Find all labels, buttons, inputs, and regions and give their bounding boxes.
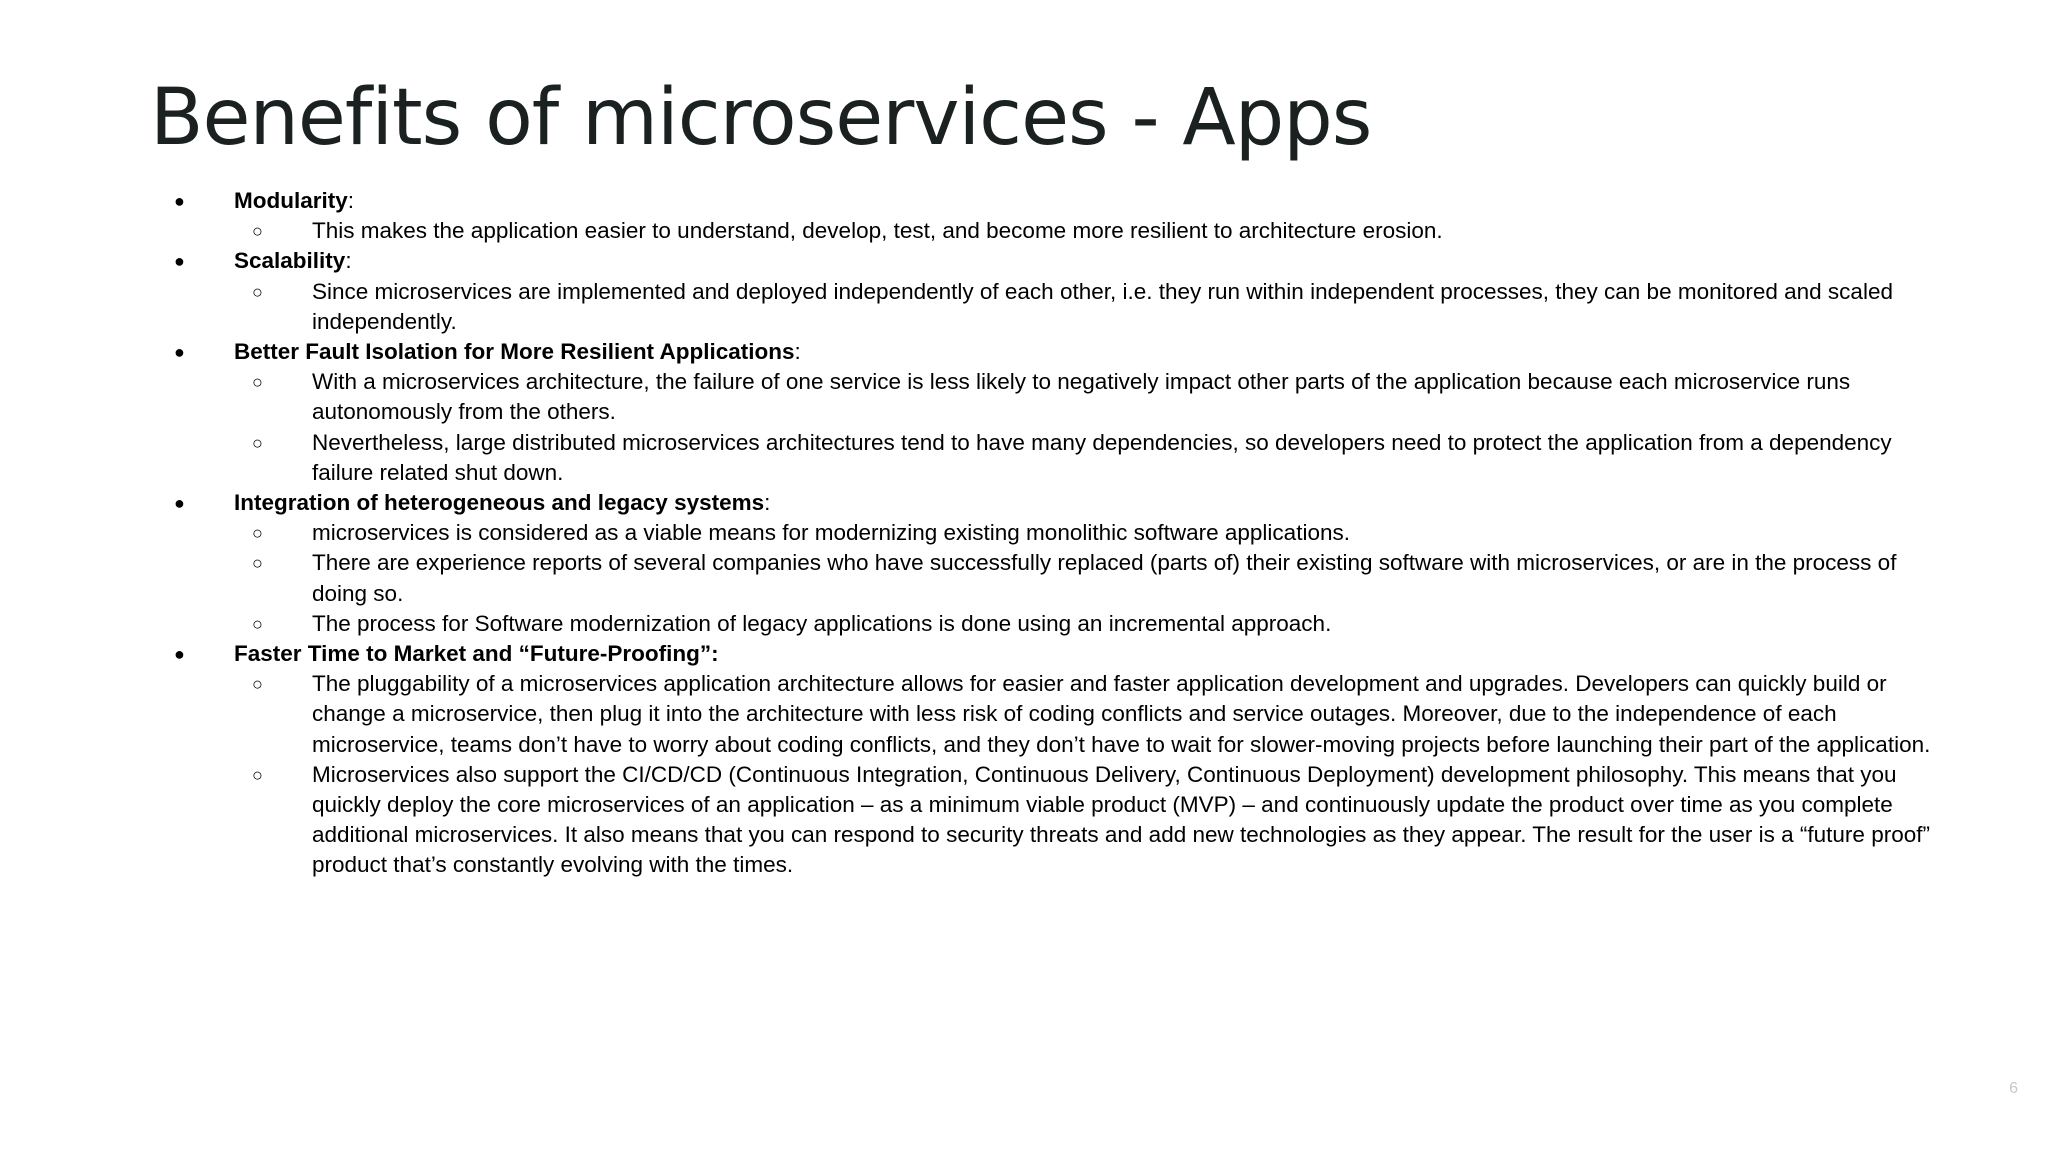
sub-bullet-item xyxy=(150,518,1940,548)
bullet-heading: Better Fault Isolation for More Resilient Applications xyxy=(234,339,795,365)
slide-title: Benefits of microservices - Apps xyxy=(150,73,1372,163)
sub-bullet-item xyxy=(150,428,1940,488)
sub-bullet-marker-icon: ○ xyxy=(252,523,263,544)
sub-bullet-text: The process for Software modernization of legacy applications is done using an incremental approach. xyxy=(312,610,1332,636)
bullet-heading-line xyxy=(234,246,1940,276)
sub-bullet-marker-icon: ○ xyxy=(252,553,263,574)
bullet-list xyxy=(150,186,1940,881)
bullet-heading: Integration of heterogeneous and legacy systems xyxy=(234,490,765,516)
sub-bullet-item xyxy=(150,277,1940,337)
bullet-marker-icon: ● xyxy=(174,493,185,514)
page-number: 6 xyxy=(2009,1080,2018,1097)
sub-bullet-text: microservices is considered as a viable means for modernizing existing monolithic software applications. xyxy=(312,520,1350,546)
bullet-heading-line xyxy=(234,639,1940,669)
sub-bullet-item xyxy=(150,609,1940,639)
bullet-heading: Faster Time to Market and “Future-Proofing”: xyxy=(234,641,719,667)
bullet-heading-suffix: : xyxy=(764,490,771,516)
sub-bullet-text: There are experience reports of several companies who have successfully replaced (parts of) their existing software with microservices, or are in the process of doing so. xyxy=(312,550,1897,606)
bullet-marker-icon: ● xyxy=(174,251,185,272)
sub-bullet-item xyxy=(150,669,1940,760)
sub-bullet-item xyxy=(150,367,1940,427)
bullet-heading-suffix: : xyxy=(794,339,801,365)
bullet-item xyxy=(150,246,1940,337)
sub-bullet-text: Microservices also support the CI/CD/CD (Continuous Integration, Continuous Delivery, Continuous Deployment) development philosophy. This means that you quickly deploy the core microservices of an application – as a minimum viable product (MVP) – and continuously update the product over time as you complete additional microservices. It also means that you can respond to security threats and add new technologies as they appear. The result for the user is a “future proof” product that’s constantly evolving with the times. xyxy=(312,761,1930,878)
sub-bullet-marker-icon: ○ xyxy=(252,613,263,634)
bullet-item xyxy=(150,488,1940,639)
bullet-marker-icon: ● xyxy=(174,644,185,665)
sub-bullet-text: Since microservices are implemented and deployed independently of each other, i.e. they run within independent processes, they can be monitored and scaled independently. xyxy=(312,278,1893,334)
sub-bullet-marker-icon: ○ xyxy=(252,221,263,242)
bullet-heading-suffix: : xyxy=(345,248,352,274)
sub-bullet-marker-icon: ○ xyxy=(252,281,263,302)
sub-bullet-text: The pluggability of a microservices application architecture allows for easier and faster application development and upgrades. Developers can quickly build or change a microservice, then plug it into the architecture with less risk of coding conflicts and service outages. Moreover, due to the independence of each microservice, teams don’t have to worry about coding conflicts, and they don’t have to wait for slower-moving projects before launching their part of the application. xyxy=(312,671,1931,757)
sub-bullet-item xyxy=(150,548,1940,608)
sub-bullet-marker-icon: ○ xyxy=(252,674,263,695)
sub-bullet-item xyxy=(150,216,1940,246)
bullet-marker-icon: ● xyxy=(174,191,185,211)
bullet-item xyxy=(150,639,1940,881)
sub-bullet-marker-icon: ○ xyxy=(252,764,263,785)
bullet-heading-line xyxy=(234,488,1940,518)
sub-bullet-text: This makes the application easier to understand, develop, test, and become more resilient to architecture erosion. xyxy=(312,218,1443,244)
bullet-marker-icon: ● xyxy=(174,342,185,363)
bullet-heading-line xyxy=(234,186,1940,216)
bullet-heading: Scalability xyxy=(234,248,346,274)
bullet-heading: Modularity xyxy=(234,188,348,213)
bullet-item xyxy=(150,337,1940,488)
sub-bullet-text: Nevertheless, large distributed microservices architectures tend to have many dependencies, so developers need to protect the application from a dependency failure related shut down. xyxy=(312,429,1892,485)
bullet-heading-suffix: : xyxy=(347,188,355,213)
sub-bullet-item xyxy=(150,760,1940,881)
sub-bullet-marker-icon: ○ xyxy=(252,372,263,393)
bullet-heading-line xyxy=(234,337,1940,367)
sub-bullet-marker-icon: ○ xyxy=(252,432,263,453)
sub-bullet-text: With a microservices architecture, the failure of one service is less likely to negatively impact other parts of the application because each microservice runs autonomously from the others. xyxy=(312,369,1851,425)
bullet-item xyxy=(150,186,1940,246)
